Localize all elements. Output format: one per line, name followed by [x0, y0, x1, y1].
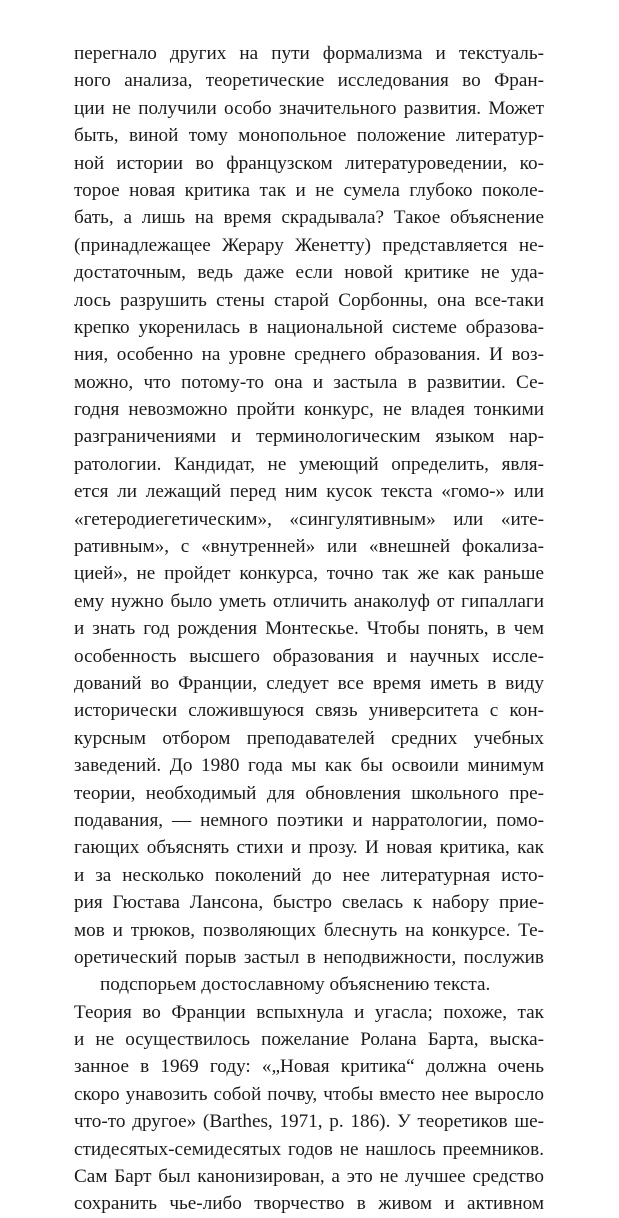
text-line: исторически сложившуюся связь университета с кон- [74, 700, 544, 722]
text-line: сохранить чье-либо творчество в живом и активном [74, 1193, 544, 1215]
text-line: разграничениями и терминологическим языком нар- [74, 426, 544, 448]
text-line: торое новая критика так и не сумела глубоко поколе- [74, 179, 544, 201]
text-line: и за несколько поколений до нее литературная исто- [74, 864, 544, 886]
text-line: (принадлежащее Жерару Женетту) представляется не- [74, 234, 544, 256]
text-line: что-то другое» (Barthes, 1971, p. 186). У теоретиков ше- [74, 1111, 544, 1133]
text-line: «гетеродиегетическим», «сингулятивным» или «ите- [74, 508, 544, 530]
text-line: можно, что потому-то она и застыла в развитии. Се- [74, 371, 544, 393]
text-line: ного анализа, теоретические исследования во Фран- [74, 70, 544, 92]
text-line: занное в 1969 году: «„Новая критика“ должна очень [74, 1056, 544, 1078]
text-line: заведений. До 1980 года мы как бы освоили минимум [74, 755, 544, 777]
text-line: и не осуществилось пожелание Ролана Барта, выска- [74, 1029, 544, 1051]
text-line: мов и трюков, позволяющих блеснуть на конкурсе. Те- [74, 919, 544, 941]
text-line: крепко укоренилась в национальной системе образова- [74, 316, 544, 338]
text-line: ной истории во французском литературоведении, ко- [74, 152, 544, 174]
text-line: особенность высшего образования и научных иссле- [74, 645, 544, 667]
text-line: гающих объяснять стихи и прозу. И новая критика, как [74, 837, 544, 859]
text-line: ему нужно было уметь отличить анаколуф от гипаллаги [74, 590, 544, 612]
text-line: лось разрушить стены старой Сорбонны, она все-таки [74, 289, 544, 311]
text-line: курсным отбором преподавателей средних учебных [74, 727, 544, 749]
text-line: подспорьем достославному объяснению текста. [100, 974, 491, 996]
text-line: ния, особенно на уровне среднего образования. И воз- [74, 344, 544, 366]
text-line: рия Гюстава Лансона, быстро свелась к набору прие- [74, 892, 544, 914]
text-line: достаточным, ведь даже если новой критике не уда- [74, 262, 544, 284]
text-line: цией», не пройдет конкурса, точно так же как раньше [74, 563, 544, 585]
page-body [74, 40, 544, 1218]
text-line: дований во Франции, следует все время иметь в виду [74, 672, 544, 694]
text-line: ется ли лежащий перед ним кусок текста «гомо-» или [74, 481, 544, 503]
text-line: и знать год рождения Монтескье. Чтобы понять, в чем [74, 618, 544, 640]
text-line: оретический порыв застыл в неподвижности, послужив [74, 946, 544, 968]
text-line: ратологии. Кандидат, не умеющий определить, явля- [74, 453, 544, 475]
text-line: подавания, — немного поэтики и нарратологии, помо- [74, 809, 544, 831]
text-line: быть, виной тому монопольное положение литератур- [74, 125, 544, 147]
text-line: Сам Барт был канонизирован, а это не лучшее средство [74, 1166, 544, 1188]
text-line: годня невозможно пройти конкурс, не владея тонкими [74, 399, 544, 421]
text-line: перегнало других на пути формализма и текстуаль- [74, 43, 544, 64]
text-line: скоро унавозить собой почву, чтобы вместо нее выросло [74, 1083, 544, 1105]
text-line: ции не получили особо значительного развития. Может [74, 97, 544, 119]
text-line: теории, необходимый для обновления школьного пре- [74, 782, 544, 804]
text-line: стидесятых-семидесятых годов не нашлось преемников. [74, 1138, 544, 1160]
text-line: ративным», с «внутренней» или «внешней фокализа- [74, 536, 544, 558]
text-line: Теория во Франции вспыхнула и угасла; похоже, так [74, 1001, 544, 1023]
text-line: бать, а лишь на время скрадывала? Такое объяснение [74, 207, 544, 229]
